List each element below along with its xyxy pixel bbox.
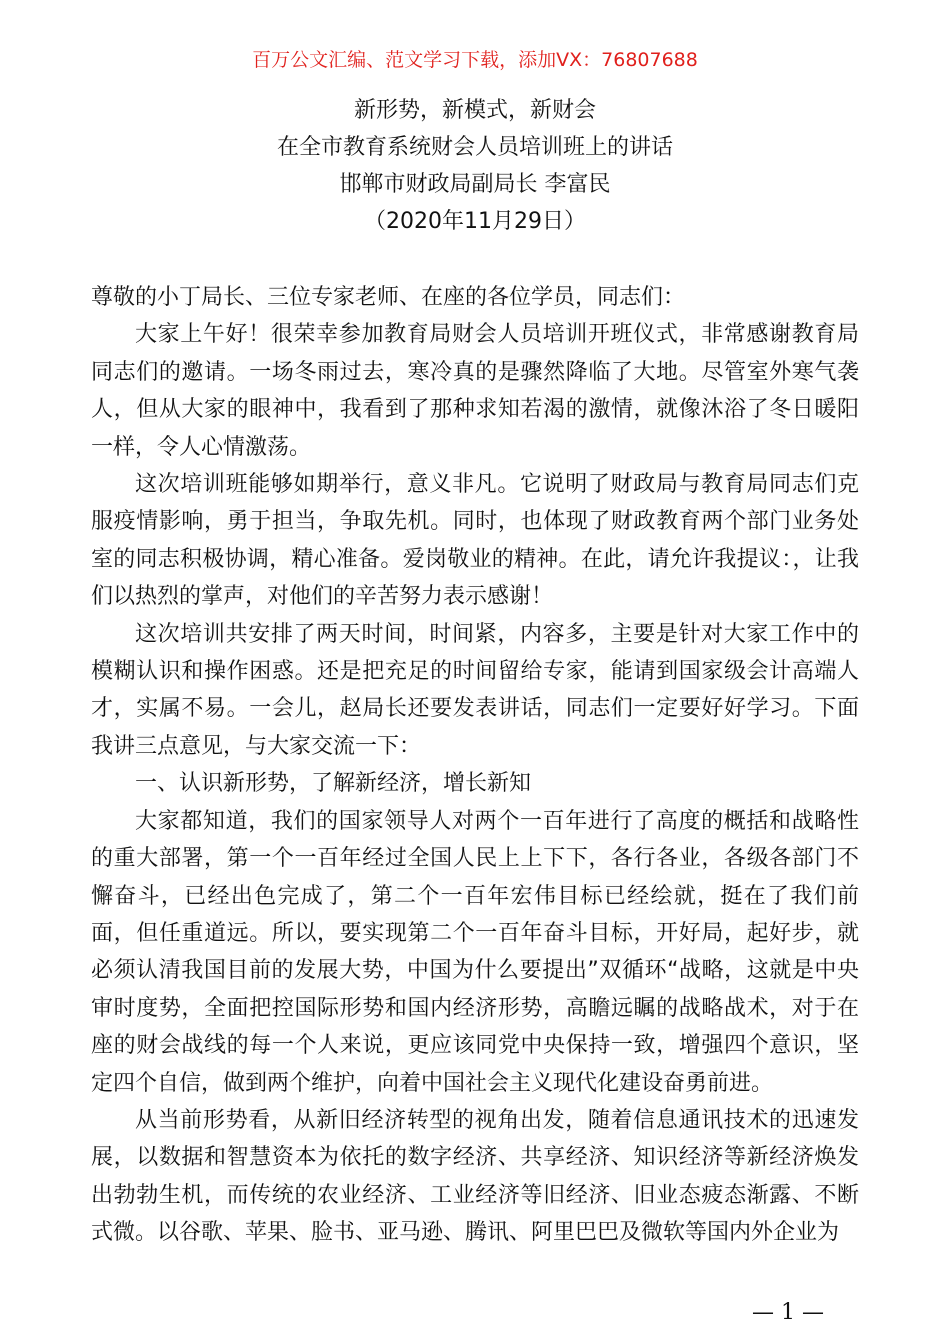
section-heading: 一、认识新形势，了解新经济，增长新知 — [135, 771, 532, 797]
speech-date: （2020年11月29日） — [364, 209, 586, 234]
paragraph: 这次培训班能够如期举行，意义非凡。它说明了财政局与教育局同志们克服疫情影响，勇于担当，争取先机。同时，也体现了财政教育两个部门业务处室的同志积极协调，精心准备。爱岗敬业的精神。在此，请允许我提议：，让我们以热烈的掌声，对他们的辛苦努力表示感谢！ — [91, 472, 859, 610]
title-block — [0, 92, 950, 240]
speaker-line: 邯郸市财政局副局长 李富民 — [339, 172, 611, 197]
speech-title: 在全市教育系统财会人员培训班上的讲话 — [276, 135, 673, 160]
salutation: 尊敬的小丁局长、三位专家老师、在座的各位学员，同志们： — [91, 285, 686, 310]
page-number: — 1 — — [752, 1300, 824, 1325]
paragraph: 这次培训共安排了两天时间，时间紧，内容多，主要是针对大家工作中的模糊认识和操作困惑。还是把充足的时间留给专家，能请到国家级会计高端人才，实属不易。一会儿，赵局长还要发表讲话，同志们一定要好好学习。下面我讲三点意见，与大家交流一下： — [91, 621, 859, 759]
paragraph: 大家上午好！很荣幸参加教育局财会人员培训开班仪式，非常感谢教育局同志们的邀请。一场冬雨过去，寒冷真的是骤然降临了大地。尽管室外寒气袭人，但从大家的眼神中，我看到了那种求知若渴的激情，就像沐浴了冬日暖阳一样，令人心情激荡。 — [91, 322, 859, 460]
paragraph: 大家都知道，我们的国家领导人对两个一百年进行了高度的概括和战略性的重大部署，第一个一百年经过全国人民上上下下，各行各业，各级各部门不懈奋斗，已经出色完成了，第二个一百年宏伟目标已经绘就，挺在了我们前面，但任重道远。所以，要实现第二个一百年奋斗目标，开好局，起好步，就必须认清我国目前的发展大势，中国为什么要提出”双循环“战略，这就是中央审时度势，全面把控国际形势和国内经济形势，高瞻远瞩的战略战术，对于在座的财会战线的每一个人来说，更应该同党中央保持一致，增强四个意识，坚定四个自信，做到两个维护，向着中国社会主义现代化建设奋勇前进。 — [91, 808, 859, 1096]
speech-theme: 新形势，新模式，新财会 — [353, 98, 596, 123]
paragraph: 从当前形势看，从新旧经济转型的视角出发，随着信息通讯技术的迅速发展，以数据和智慧资本为依托的数字经济、共享经济、知识经济等新经济焕发出勃勃生机，而传统的农业经济、工业经济等旧经济、旧业态疲态渐露、不断式微。以谷歌、苹果、脸书、亚马逊、腾讯、阿里巴巴及微软等国内外企业为 — [91, 1107, 859, 1246]
promo-banner: 百万公文汇编、范文学习下载，添加VX：76807688 — [252, 49, 698, 71]
speech-body — [91, 279, 859, 1252]
